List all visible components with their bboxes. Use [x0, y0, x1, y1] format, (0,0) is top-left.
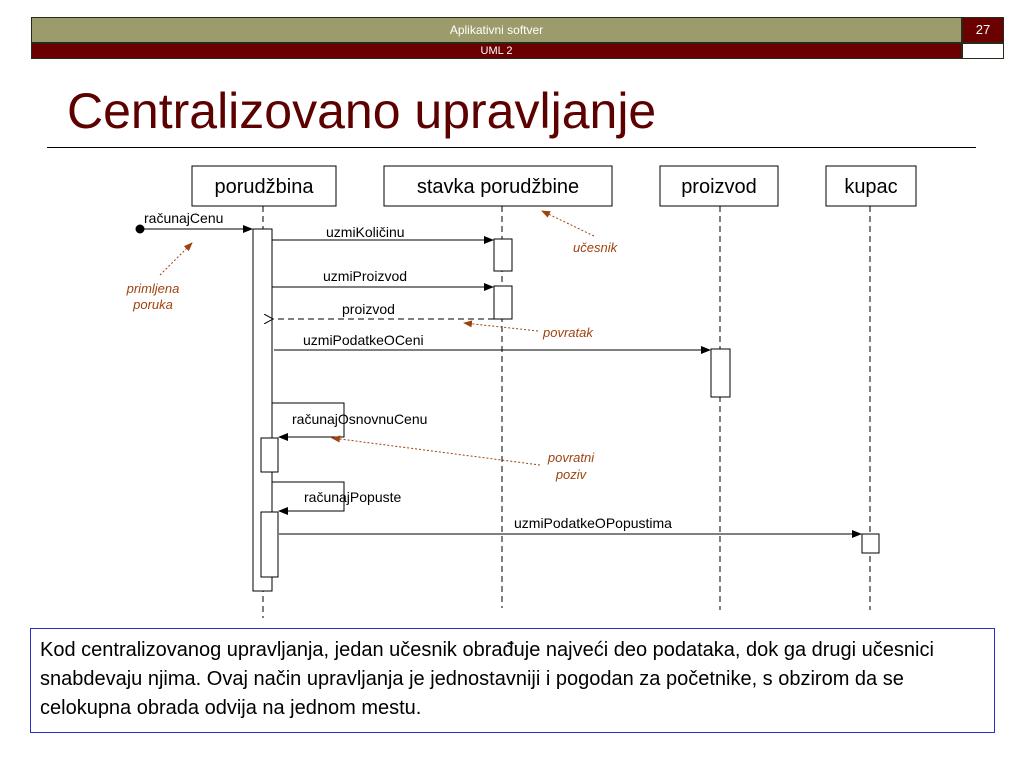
slide-title: Centralizovano upravljanje: [67, 83, 657, 139]
lifeline-label: proizvod: [681, 176, 757, 198]
annotation-poruka: poruka: [133, 297, 173, 312]
annotation-ucesnik: učesnik: [573, 240, 618, 255]
lifeline-label: kupac: [844, 176, 898, 198]
annotation-povratak: povratak: [543, 325, 593, 340]
lifeline-stavka-porudzbine: [384, 166, 612, 608]
page-number: 27: [962, 17, 1004, 43]
section-title: UML 2: [480, 45, 513, 57]
annotation-pointer-primljena-poruka: [160, 243, 192, 275]
annotation-pointer-povratni-poziv: [332, 438, 540, 465]
message-label-racunaj-popuste: računajPopuste: [304, 489, 402, 505]
return-label-proizvod: proizvod: [342, 301, 395, 317]
annotation-pointer-povratak: [464, 323, 538, 331]
annotation-poziv: poziv: [555, 467, 587, 482]
message-label-uzmi-kolicinu: uzmiKoličinu: [326, 224, 405, 240]
message-label-uzmi-podatke-o-popustima: uzmiPodatkeOPopustima: [514, 515, 672, 531]
annotation-primljena: primljena: [126, 281, 180, 296]
message-label-racunaj-cenu: računajCenu: [144, 210, 224, 226]
message-label-racunaj-osnovnu-cenu: računajOsnovnuCenu: [292, 411, 428, 427]
activation-stavka-1: [494, 239, 512, 271]
explanation-box: Kod centralizovanog upravljanja, jedan učesnik obrađuje najveći deo podataka, dok ga drugi učesnici snabdevaju njima. Ovaj način upravljanja je jednostavniji i pogodan za početnike, s obzirom da se celokupna obrada odvija na jednom mestu.: [30, 628, 995, 733]
course-title: Aplikativni softver: [449, 23, 544, 37]
activation-osnovna-cena: [261, 438, 278, 472]
activation-kupac: [862, 534, 879, 553]
annotation-povratni: povratni: [547, 450, 595, 465]
activation-popusti: [261, 512, 278, 577]
message-label-uzmi-proizvod: uzmiProizvod: [323, 268, 408, 284]
annotation-pointer-ucesnik: [542, 211, 594, 236]
lifeline-label: porudžbina: [214, 176, 314, 198]
lifeline-label: stavka porudžbine: [416, 176, 580, 198]
activation-proizvod: [711, 349, 730, 397]
message-label-uzmi-podatke-o-ceni: uzmiPodatkeOCeni: [303, 332, 424, 348]
activation-stavka-2: [494, 286, 512, 319]
